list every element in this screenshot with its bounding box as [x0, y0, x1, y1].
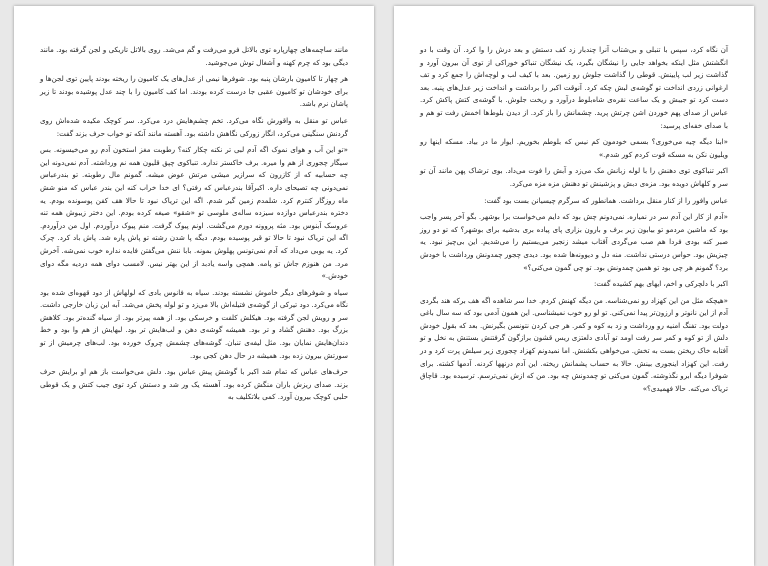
paragraph: «تو این آب و هوای نموک اگه آدم لبی تر نکنه چکار کنه؟ رطوبت مغز استخون آدم رو می‌خیسونه. بس سیگار چجوری از هم وا میره. برف خاکستر نداره. تنباکوی چپق قلیون همه نم ورداشته. آدم نمی‌دونه این چه حسابیه که از کازرون که سرازیر میشی مرتش عوض میشه. گمونم مال رطوبته. تو بندرعباس نمی‌دونی چه تصیحای داره. اکبرآقا بندرعباس که رفتی؟ ای خدا خراب کنه این بندر عباس که منو شش ماه روزگار کنترم کرد. شلمدم زمین گیر شدم. اگه این تریاک نبود تا حالا هف کفن پوسونده بودم. یه دختره بندرعباس دوازده سیزده ساله‌ی ملوسی تو «شقو» صیغه کرده بودم. این دختر زیبوش همه تنه عروسک آبنوس بود. مثه پروونه دورم می‌گشت. اونم پیوک گرفت. منم پیوک درآوردم. اول من درآوردم. اگه این تریاک نبود تا حالا تو قبر پوسیده بودم. دیگه پا شدن رشته تو پاش پاره شد. پاش باد کرد. چرک کرد. یه یوبی می‌داد که آدم نمی‌تونس پهلوش بمونه. بابا ننش می‌گفتن فایده نداره خوب نمی‌شه. آخرش مرد. من هنوزم جاش تو پامه. همچی واسه یادبد از این بهتر نیس. لامسب دوای همه دردیه مگه دوای خودش.»: [40, 145, 348, 281]
paragraph: آن نگاه کرد، سپس با تنبلی و بی‌شتاب آنرا چندبار زد کف دستش و بعد درش را وا کرد. آن وقت با دو انگشتش مثل اینکه بخواهد جایی را نیشگان بگیرد، یک نیشگان تنباکو خوراکی از توی آن بیرون آورد و گذاشت زیر لب پایینش. قوطی را گذاشت جلوش رو زمین. بعد با کیف لب و لوچه‌اش را جمع کرد و تف ارغوانی زردی انداخت تو گوشه‌ی لبش چکه کرد. آنوقت اکبر را برداشت و انداخت زیر عدل‌های پنبه. بعد دست کرد تو جیبش و یک ساعت نقره‌ی شاه‌بلوط درآورد و ریخت جلوش. با گوشه‌ی کتش پاکش کرد. عباس از صدای پهم خوردن اشن چرتش پرید. چشمانش را باز کرد. از دیدن بلوط‌ها اخمش رفت تو هم و با صدای خفه‌ای پرسید:: [420, 45, 728, 130]
paragraph: اکبر تنباکوی توی دهنش را با لوله زبانش مک می‌زد و آبش را فوت می‌داد. بوی ترشاک پهن مانند آن تو سر و کلهاش دویده بود. مزه‌ی دبش و پزشینش تو دهنش مزه مزه می‌کرد.: [420, 166, 728, 188]
book-page-left: [14, 6, 374, 566]
paragraph: عباس تو منقل به واقورش نگاه می‌کرد. تخم چشم‌هایش درد می‌کرد. سر کوچک مکیده شده‌اش روی گردنش سنگینی می‌کرد، انگار زورکی نگاهش داشته بود. آهسته مانند آنکه تو خواب حرف بزند گفت:: [40, 115, 348, 138]
paragraph: اکبر با دلچرکی و اخم، ایهای بهم کشیده گفت:: [594, 279, 728, 289]
book-page-right: [394, 6, 754, 566]
paragraph: عباس وافور را از کنار منقل برداشت. همانطور که سرگرم چیسیانن بست بود گفت:: [484, 195, 728, 205]
paragraph: «هیچکه مثل من این کهزاد رو نمی‌شناسه. من دیگه کهنش کردم. خدا سر شاهده اگه هف برکه هند بگردی آدم از این نانوتر و ارزون‌تر پیدا نمی‌کنی. تو لو رو خوب نمیشناسی. این همون آدمی بود که سه سال باغی دولت بود. تفنگ امنیه رو ورداشت و زد به کوه و کمر. هر جی کردن نتونسن بگیرنش. بعد که بقول خودش دلش از تو کوه و کمر سر رفت اومد تو آبادی دلعتزی ریس قشون برازگون گرفتنش بستنش به نخل و تو آفتابه خاک ریختن بست به تخش. می‌خواهی بکشنش. اما نمیدونم کهزاد چجوری زیر سیلش پرت کرد و در رفت. این کهزاد اینجوری بینش. حالا به حساب پشمانش ریخته. این آدم درنهها کردنه. آدمها کشته. برای شوفرا دیگه ابرو نگذوشته. گمون می‌کنی تو چمدونش چه بود. من که ازش نمی‌ترسم. ترسیده بود. قاچاق تریاک می‌کنه. حالا فهمیدی؟»: [420, 295, 728, 393]
paragraph: «ابنا دیگه چیه می‌خوری؟ بسمی خودمون کم نیس که بلوطم بخوریم. ‌ایوار ما در بیاد. مسکه اینها رو ویلیون نکن به مسکه قوت کردم کور شدم.»: [420, 137, 728, 159]
paragraph: هر چهار تا کامیون بارشان پنبه بود. شوفرها نیمی از عدل‌های یک کامیون را ریخته بودند پایین توی لجن‌ها و برای خودشان تو کامیون عقبی جا درست کرده بودند. اما کف کامیون را با چند عدل پوشیده بودند تا زیر پاشان نرم باشد.: [40, 74, 348, 109]
paragraph: سیاه و شوفرهای دیگر خاموش نشسته بودند. سیاه به فانوس بادی که لولهاش از دود قهوه‌ای شده بود نگاه می‌کرد. دود تیرکی از گوشه‌ی فتیله‌اش بالا می‌زد و تو لوله پخش می‌شد. آبه این زبان خارجی داشت. سر و رویش لجن گرفته بود. هیکلش کلفت و خرسکی بود. از همه پیرتر بود. از سیاه گنده‌تر بود. کلاهش بزرگ بود. دهنش گشاد و تر بود. همیشه گوشه‌ی دهن و لب‌هایش تر بود. لبهایش از هم وا بود و خط دندان‌هایش نمایان بود. مثل لیفه‌ی تنبان. گوشه‌های چشمش چروک خورده بود. لب‌های چرمیش از تو سورتش بیرون زده بود. همیشه در حال دهن کجی بود.: [40, 287, 348, 360]
paragraph: مانند ساچمه‌های چهارپاره توی بالاتل فرو می‌رفت و گم می‌شد. روی بالاتل تاریکی و لجن گرفته بود. مانند دیگی بود که چرم کهنه و آشغال توش می‌جوشید.: [40, 45, 348, 67]
paragraph: «آدم از کار این آدم سر در نمیاره. نمی‌دونم چش بود که دایم می‌خواست برا بوشهر. بگو آخر پسر واجب بود که ماشین مردمو تو بیابون زیر برف و بارون بزاری پای پیاده بری بدشیه برای بوشهر؟ که تو دو روز صبر کنه بودی فردا هم صب می‌گردی آفتاب میشد زنجیر می‌بستیم را می‌شدیم. این بی‌چیز نبود. یه چیزیش بود. حواس درستی نداشت. منه دل و دیوونه‌ها شده بود. دیدی چجور چمدونش ورداشت با خودش برد؟ گمونم هر چی بود تو همین چمدونش بود. تو چی گمون می‌کنی؟»: [420, 212, 728, 272]
paragraph: حرف‌های عباس که تمام شد اکبر با گوشش پیش عباس بود. دلش می‌خواست باز هم او برایش حرف بزند. صدای ریزش باران منگش کرده بود. آهسته یک ور شد و دستش کرد توی جیب کتش و یک قوطی حلبی کوچک بیرون آورد. کمی بلاتکلیف به: [40, 367, 348, 402]
